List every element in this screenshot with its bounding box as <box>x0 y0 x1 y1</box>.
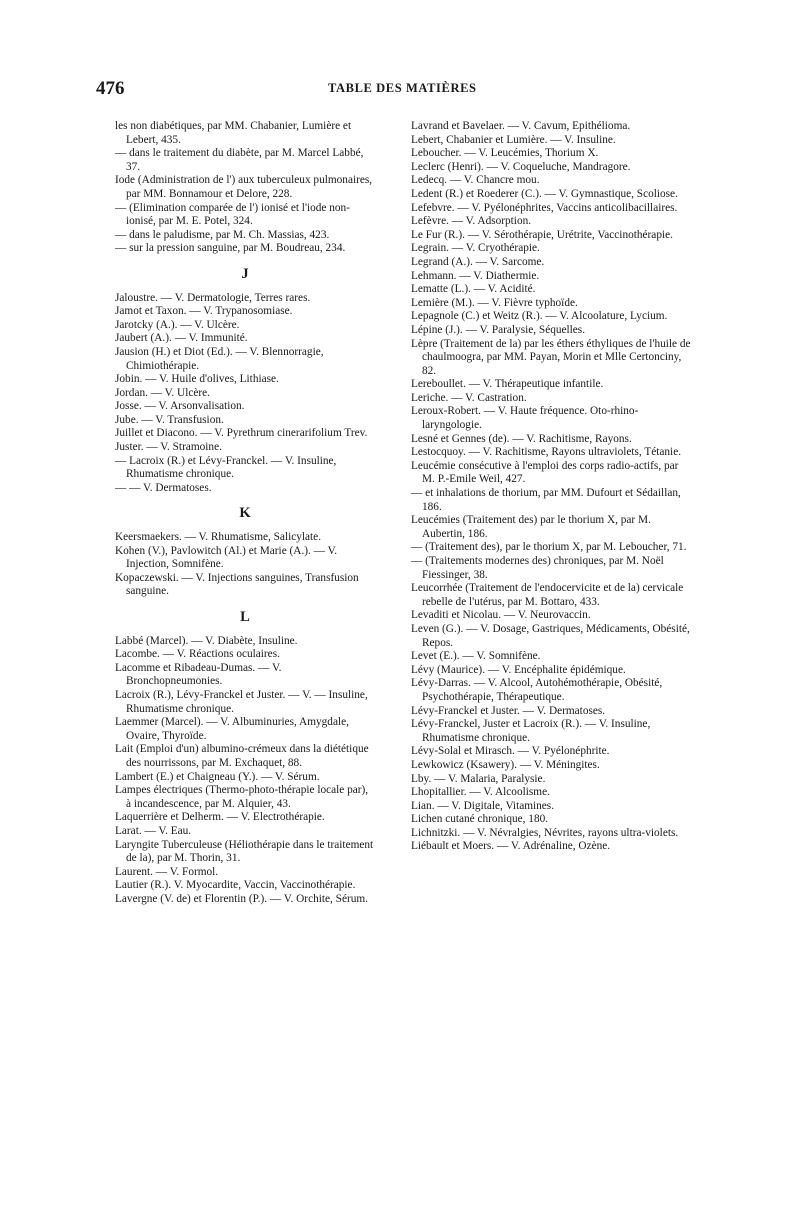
index-entry: Jausion (H.) et Diot (Ed.). — V. Blennorragie, Chimiothérapie. <box>115 345 324 372</box>
index-entry: Lichnitzki. — V. Névralgies, Névrites, rayons ultra-violets. <box>411 826 679 839</box>
index-entry: Le Fur (R.). — V. Sérothérapie, Urétrite, Vaccinothérapie. <box>411 228 673 241</box>
index-entry: Lépine (J.). — V. Paralysie, Séquelles. <box>411 323 586 336</box>
index-entry: Keersmaekers. — V. Rhumatisme, Salicylate. <box>115 531 322 544</box>
index-entry: Leven (G.). — V. Dosage, Gastriques, Médicaments, Obésité, Repos. <box>411 622 690 649</box>
index-entry: — sur la pression sanguine, par M. Boudreau, 234. <box>115 242 346 255</box>
index-entry: Lautier (R.). V. Myocardite, Vaccin, Vaccinothérapie. <box>115 879 356 892</box>
index-entry: — Lacroix (R.) et Lévy-Franckel. — V. Insuline, Rhumatisme chronique. <box>115 454 337 481</box>
index-entry: — (Traitements modernes des) chroniques, par M. Noël Fiessinger, 38. <box>411 555 664 581</box>
index-entry: Lévy-Darras. — V. Alcool, Autohémothérapie, Obésité, Psychothérapie, Thérapeutique. <box>411 677 663 703</box>
running-title: TABLE DES MATIÈRES <box>328 81 477 95</box>
index-entry: Jordan. — V. Ulcère. <box>115 386 210 399</box>
index-entry: Leucorrhée (Traitement de l'endocervicite et de la) cervicale rebelle de l'utérus, par M. Bottaro, 433. <box>411 582 684 608</box>
index-entry: Lampes électriques (Thermo-photo-thérapie locale par), à incandescence, par M. Alquier, 43. <box>115 784 369 810</box>
index-entry: Lepagnole (C.) et Weitz (R.). — V. Alcoolature, Lycium. <box>411 310 668 323</box>
index-entry: les non diabétiques, par MM. Chabanier, Lumière et Lebert, 435. <box>115 120 352 146</box>
index-entry: Lefebvre. — V. Pyélonéphrites, Vaccins anticolibacillaires. <box>411 201 678 214</box>
page-header <box>96 78 706 102</box>
index-entry: Iode (Administration de l') aux tuberculeux pulmonaires, par MM. Bonnamour et Delore, 228. <box>115 174 373 200</box>
index-entry: Laemmer (Marcel). — V. Albuminuries, Amygdale, Ovaire, Thyroïde. <box>115 716 349 742</box>
index-entry: Lhopitallier. — V. Alcoolisme. <box>411 786 550 799</box>
index-entry: Larat. — V. Eau. <box>115 824 192 837</box>
index-entry: Lévy (Maurice). — V. Encéphalite épidémique. <box>411 663 626 676</box>
index-entry: Laurent. — V. Formol. <box>115 865 219 878</box>
index-entry: Lian. — V. Digitale, Vitamines. <box>411 799 555 812</box>
index-entry: Jarotcky (A.). — V. Ulcère. <box>115 318 240 331</box>
index-entry: Levet (E.). — V. Somnifène. <box>411 650 541 663</box>
index-entry: Ledent (R.) et Roederer (C.). — V. Gymnastique, Scoliose. <box>411 187 678 200</box>
index-entry: Kopaczewski. — V. Injections sanguines, Transfusion sanguine. <box>115 571 359 598</box>
index-entry: Leclerc (Henri). — V. Coqueluche, Mandragore. <box>411 160 631 173</box>
index-entry: Jamot et Taxon. — V. Trypanosomiase. <box>115 305 293 318</box>
index-entry: Jaubert (A.). — V. Immunité. <box>115 332 248 345</box>
index-entry: — dans le paludisme, par M. Ch. Massias, 423. <box>115 228 330 241</box>
index-entry: Leriche. — V. Castration. <box>411 391 527 404</box>
index-entry: Liébault et Moers. — V. Adrénaline, Ozène. <box>411 840 611 853</box>
index-entry: — et inhalations de thorium, par MM. Dufourt et Sédaillan, 186. <box>411 487 681 513</box>
index-entry: Lichen cutané chronique, 180. <box>411 813 549 826</box>
index-entry: Lavrand et Bavelaer. — V. Cavum, Epithélioma. <box>411 120 631 132</box>
index-entry: — — V. Dermatoses. <box>115 481 212 494</box>
index-entry: Jaloustre. — V. Dermatologie, Terres rares. <box>115 291 311 304</box>
index-entry: Lesné et Gennes (de). — V. Rachitisme, Rayons. <box>411 432 632 445</box>
index-entry: Ledecq. — V. Chancre mou. <box>411 174 540 187</box>
index-entry: Jobin. — V. Huile d'olives, Lithiase. <box>115 373 279 386</box>
index-entry: Kohen (V.), Pavlowitch (Al.) et Marie (A.). — V. Injection, Somnifène. <box>115 544 338 571</box>
index-entry: Labbé (Marcel). — V. Diabète, Insuline. <box>115 634 298 647</box>
index-entry: Lavergne (V. de) et Florentin (P.). — V. Orchite, Sérum. <box>115 892 368 905</box>
index-entry: Juster. — V. Stramoine. <box>115 441 222 454</box>
index-entry: Lematte (L.). — V. Acidité. <box>411 283 536 296</box>
index-entry: Lévy-Franckel et Juster. — V. Dermatoses. <box>411 704 606 717</box>
index-entry: Leroux-Robert. — V. Haute fréquence. Oto-rhino-laryngologie. <box>411 405 639 432</box>
index-entry: Lévy-Solal et Mirasch. — V. Pyélonéphrite. <box>411 745 610 758</box>
index-entry: Legrain. — V. Cryothérapie. <box>411 242 540 255</box>
index-entry: Lby. — V. Malaria, Paralysie. <box>411 772 546 785</box>
index-entry: Leucémie consécutive à l'emploi des corps radio-actifs, par M. P.-Emile Weil, 427. <box>411 459 679 486</box>
index-column-right <box>411 120 693 854</box>
index-entry: Lebert, Chabanier et Lumière. — V. Insuline. <box>411 133 616 146</box>
section-letter: J <box>241 265 249 282</box>
index-entry: Lefèvre. — V. Adsorption. <box>411 215 532 228</box>
index-entry: Juillet et Diacono. — V. Pyrethrum cinerarifolium Trev. <box>115 427 368 440</box>
index-entry: Levaditi et Nicolau. — V. Neurovaccin. <box>411 609 591 622</box>
index-entry: Lehmann. — V. Diathermie. <box>411 269 540 282</box>
section-letter: K <box>239 505 251 522</box>
index-entry: Lévy-Franckel, Juster et Lacroix (R.). — V. Insuline, Rhumatisme chronique. <box>411 718 651 744</box>
section-letter: L <box>240 609 250 625</box>
index-entry: Lereboullet. — V. Thérapeutique infantile. <box>411 378 604 391</box>
index-entry: Laryngite Tuberculeuse (Héliothérapie dans le traitement de la), par M. Thorin, 31. <box>115 838 374 865</box>
index-column-left <box>115 120 375 906</box>
index-entry: Lacomme et Ribadeau-Dumas. — V. Bronchopneumonies. <box>115 661 282 688</box>
index-entry: — dans le traitement du diabète, par M. Marcel Labbé, 37. <box>115 147 364 173</box>
index-entry: Lacroix (R.), Lévy-Franckel et Juster. — V. — Insuline, Rhumatisme chronique. <box>115 688 368 715</box>
index-entry: Lambert (E.) et Chaigneau (Y.). — V. Sérum. <box>115 770 320 783</box>
index-entry: — (Traitement des), par le thorium X, par M. Leboucher, 71. <box>411 541 687 554</box>
index-entry: Lewkowicz (Ksawery). — V. Méningites. <box>411 758 600 771</box>
index-entry: Lèpre (Traitement de la) par les éthers éthyliques de l'huile de chaulmoogra, par MM. Payan, Morin et Mlle Certonciny, 82. <box>411 337 691 377</box>
index-entry: Lestocquoy. — V. Rachitisme, Rayons ultraviolets, Tétanie. <box>411 446 682 459</box>
index-entry: Leboucher. — V. Leucémies, Thorium X. <box>411 147 599 160</box>
index-entry: Lacombe. — V. Réactions oculaires. <box>115 648 280 661</box>
index-entry: Legrand (A.). — V. Sarcome. <box>411 255 545 268</box>
page-number: 476 <box>96 78 125 99</box>
index-entry: Josse. — V. Arsonvalisation. <box>115 400 245 413</box>
index-entry: Jube. — V. Transfusion. <box>115 413 224 426</box>
index-entry: Leucémies (Traitement des) par le thorium X, par M. Aubertin, 186. <box>411 514 651 540</box>
index-entry: Lait (Emploi d'un) albumino-crémeux dans la diététique des nourrissons, par M. Exchaquet, 88. <box>115 743 369 769</box>
index-entry: — (Elimination comparée de l') ionisé et l'iode non-ionisé, par M. E. Potel, 324. <box>115 201 350 228</box>
index-entry: Laquerrière et Delherm. — V. Electrothérapie. <box>115 811 325 824</box>
index-entry: Lemière (M.). — V. Fièvre typhoïde. <box>411 296 578 309</box>
